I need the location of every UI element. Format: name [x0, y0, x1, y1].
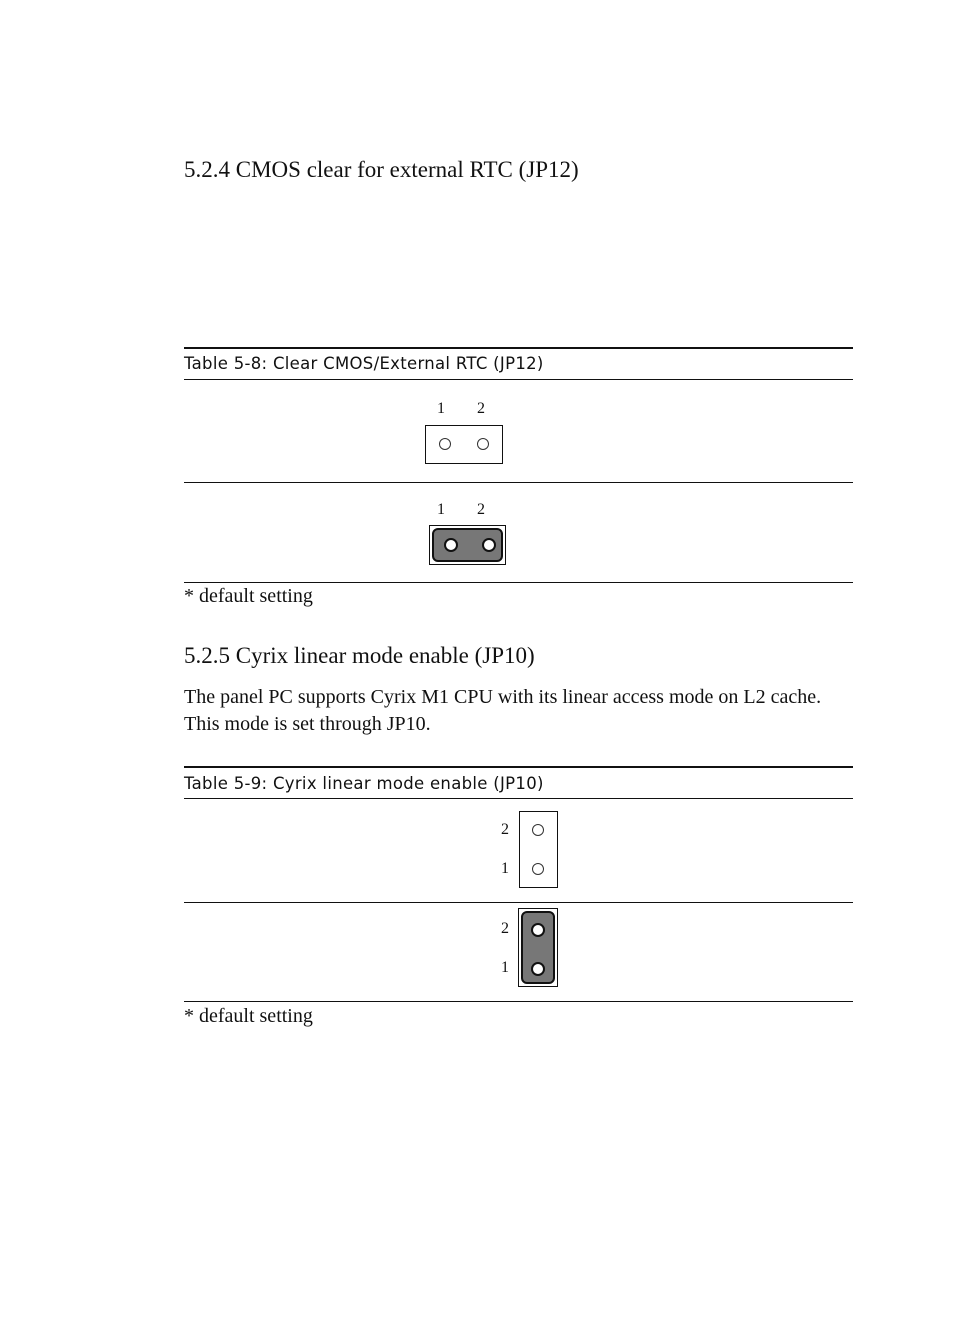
pin-label-2: 2 [501, 920, 509, 937]
pin-open-icon [439, 438, 451, 450]
table-5-8-bottom-rule [184, 582, 853, 583]
jumper-closed-icon [429, 525, 506, 565]
section-heading-5-2-4: 5.2.4 CMOS clear for external RTC (JP12) [184, 157, 579, 182]
pin-label-1: 1 [437, 400, 445, 417]
shunt-icon [521, 911, 555, 984]
table-5-9-caption: Table 5-9: Cyrix linear mode enable (JP10) [184, 774, 544, 793]
pin-label-2: 2 [477, 400, 485, 417]
table-5-8-header-rule [184, 379, 853, 380]
pin-open-icon [532, 863, 544, 875]
jumper-open-icon [519, 811, 558, 888]
table-5-9-header-rule [184, 798, 853, 799]
pin-closed-icon [531, 923, 545, 937]
table-5-8-row-rule [184, 482, 853, 483]
jumper-closed-icon [518, 908, 558, 987]
table-5-8-caption: Table 5-8: Clear CMOS/External RTC (JP12) [184, 354, 544, 373]
jumper-open-icon [425, 425, 503, 464]
pin-closed-icon [482, 538, 496, 552]
pin-label-1: 1 [501, 959, 509, 976]
pin-label-2: 2 [477, 501, 485, 518]
table-5-8-footnote: * default setting [184, 585, 313, 607]
pin-open-icon [477, 438, 489, 450]
pin-label-1: 1 [501, 860, 509, 877]
pin-closed-icon [444, 538, 458, 552]
table-5-9-bottom-rule [184, 1001, 853, 1002]
table-5-9-footnote: * default setting [184, 1005, 313, 1027]
pin-open-icon [532, 824, 544, 836]
section-heading-5-2-5: 5.2.5 Cyrix linear mode enable (JP10) [184, 643, 535, 668]
table-5-9-row-rule [184, 902, 853, 903]
table-5-9-top-rule [184, 766, 853, 768]
table-5-8-top-rule [184, 347, 853, 349]
pin-closed-icon [531, 962, 545, 976]
pin-label-1: 1 [437, 501, 445, 518]
pin-label-2: 2 [501, 821, 509, 838]
shunt-icon [432, 528, 503, 562]
section-5-2-5-paragraph: The panel PC supports Cyrix M1 CPU with its linear access mode on L2 cache. This mode is set through JP10. [184, 686, 822, 735]
